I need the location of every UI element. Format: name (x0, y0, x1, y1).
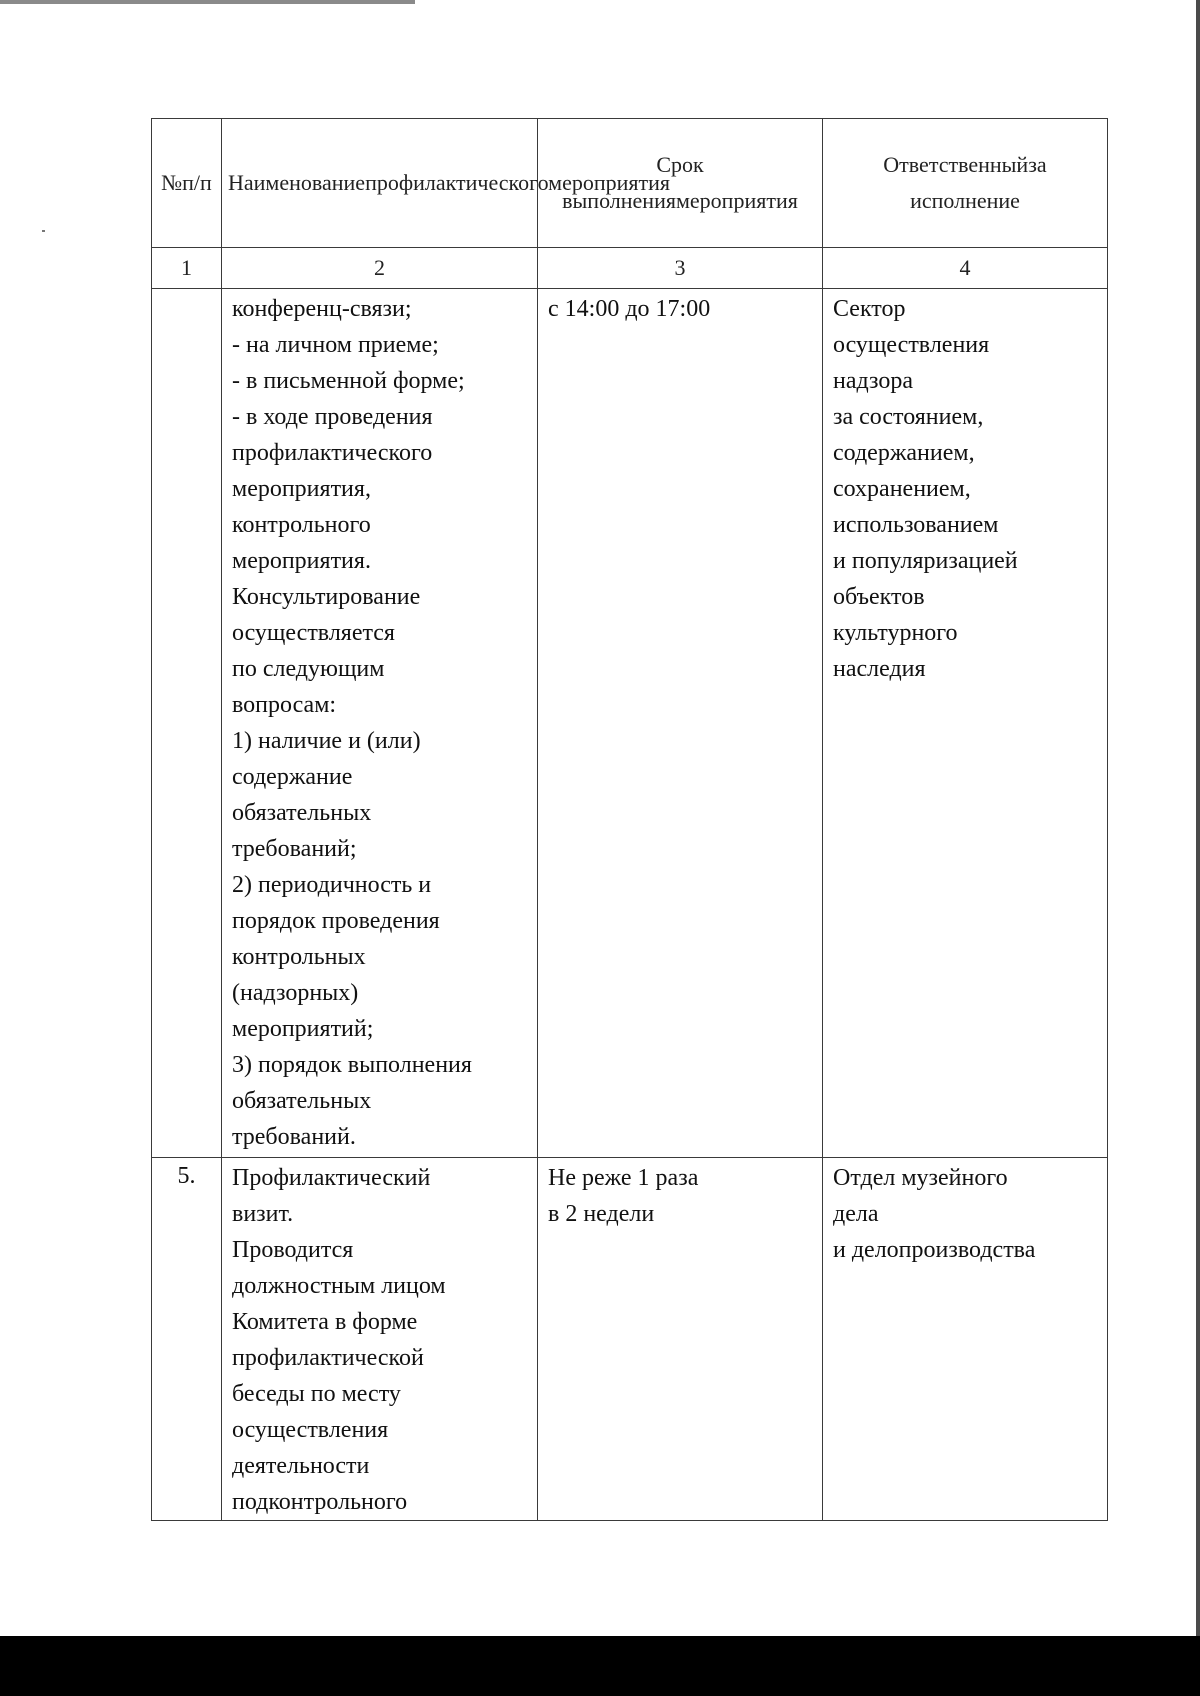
text-line: мероприятия, (232, 476, 371, 502)
scan-speck (42, 230, 45, 232)
text-line: беседы по месту (232, 1381, 401, 1407)
header-lines (538, 147, 822, 219)
row-number: 5. (152, 1158, 222, 1521)
text-line: Сектор (833, 296, 906, 322)
responsible-lines (823, 289, 1107, 687)
header-lines (152, 165, 221, 201)
text-line: Профилактический (232, 1165, 431, 1191)
column-number-2: 2 (222, 248, 538, 289)
text-line: наследия (833, 656, 926, 682)
text-line: требований; (232, 836, 357, 862)
header-lines (222, 165, 671, 201)
text-line: содержание (232, 764, 353, 790)
text-line: Срок выполнения (562, 152, 704, 213)
table-row (152, 289, 1108, 1158)
prevention-plan-table (151, 118, 1108, 1521)
text-line: мероприятия. (232, 548, 371, 574)
text-line: с 14:00 до 17:00 (548, 296, 711, 322)
text-line: контрольного (232, 512, 371, 538)
column-number-3: 3 (538, 248, 823, 289)
text-line: - в письменной форме; (232, 368, 465, 394)
header-cell-responsible (823, 119, 1108, 248)
text-line: (надзорных) (232, 980, 359, 1006)
header-lines (823, 147, 1107, 219)
text-line: обязательных (232, 800, 372, 826)
text-line: дела (833, 1201, 879, 1227)
text-line: Проводится (232, 1237, 354, 1263)
text-line: и популяризацией (833, 548, 1018, 574)
text-line: п/п (182, 170, 212, 195)
text-line: вопросам: (232, 692, 337, 718)
text-line: надзора (833, 368, 913, 394)
text-line: осуществления (232, 1417, 389, 1443)
text-line: порядок проведения (232, 908, 440, 934)
term-cell (538, 1158, 823, 1521)
text-line: контрольных (232, 944, 366, 970)
header-cell-number (152, 119, 222, 248)
row-number (152, 289, 222, 1158)
header-row (152, 119, 1108, 248)
text-line: за состоянием, (833, 404, 984, 430)
text-line: Не реже 1 раза (548, 1165, 699, 1191)
activity-name-lines (222, 1158, 537, 1520)
text-line: Ответственный (883, 152, 1029, 177)
column-number-row (152, 248, 1108, 289)
header-cell-term (538, 119, 823, 248)
text-line: Комитета в форме (232, 1309, 418, 1335)
text-line: 3) порядок выполнения (232, 1052, 472, 1078)
text-line: конференц-связи; (232, 296, 412, 322)
responsible-cell (823, 1158, 1108, 1521)
text-line: профилактической (232, 1345, 424, 1371)
term-cell (538, 289, 823, 1158)
text-line: по следующим (232, 656, 385, 682)
text-line: мероприятия (548, 170, 671, 195)
text-line: Отдел музейного (833, 1165, 1008, 1191)
text-line: в 2 недели (548, 1201, 655, 1227)
text-line: содержанием, (833, 440, 975, 466)
activity-name-lines (222, 289, 537, 1155)
text-line: Консультирование (232, 584, 421, 610)
column-number-4: 4 (823, 248, 1108, 289)
text-line: 1) наличие и (или) (232, 728, 421, 754)
text-line: профилактического (365, 170, 549, 195)
text-line: Наименование (228, 170, 366, 195)
text-line: использованием (833, 512, 999, 538)
column-number-1: 1 (152, 248, 222, 289)
text-line: профилактического (232, 440, 433, 466)
text-line: визит. (232, 1201, 294, 1227)
responsible-lines (823, 1158, 1107, 1268)
text-line: деятельности (232, 1453, 370, 1479)
text-line: требований. (232, 1124, 356, 1150)
term-lines (538, 289, 822, 327)
scan-bottom-band (0, 1636, 1200, 1696)
text-line: осуществляется (232, 620, 395, 646)
responsible-cell (823, 289, 1108, 1158)
text-line: 2) периодичность и (232, 872, 432, 898)
text-line: объектов (833, 584, 925, 610)
activity-name-cell (222, 289, 538, 1158)
activity-name-cell (222, 1158, 538, 1521)
text-line: - на личном приеме; (232, 332, 439, 358)
text-line: мероприятий; (232, 1016, 374, 1042)
scan-right-edge (1196, 0, 1200, 1636)
text-line: и делопроизводства (833, 1237, 1036, 1263)
term-lines (538, 1158, 822, 1232)
text-line: сохранением, (833, 476, 971, 502)
text-line: осуществления (833, 332, 990, 358)
text-line: за исполнение (910, 152, 1047, 213)
table-row (152, 1158, 1108, 1521)
text-line: обязательных (232, 1088, 372, 1114)
text-line: должностным лицом (232, 1273, 446, 1299)
text-line: подконтрольного (232, 1489, 408, 1515)
text-line: культурного (833, 620, 958, 646)
scan-top-edge (0, 0, 415, 4)
text-line: № (161, 170, 183, 195)
text-line: мероприятия (675, 188, 798, 213)
text-line: - в ходе проведения (232, 404, 433, 430)
